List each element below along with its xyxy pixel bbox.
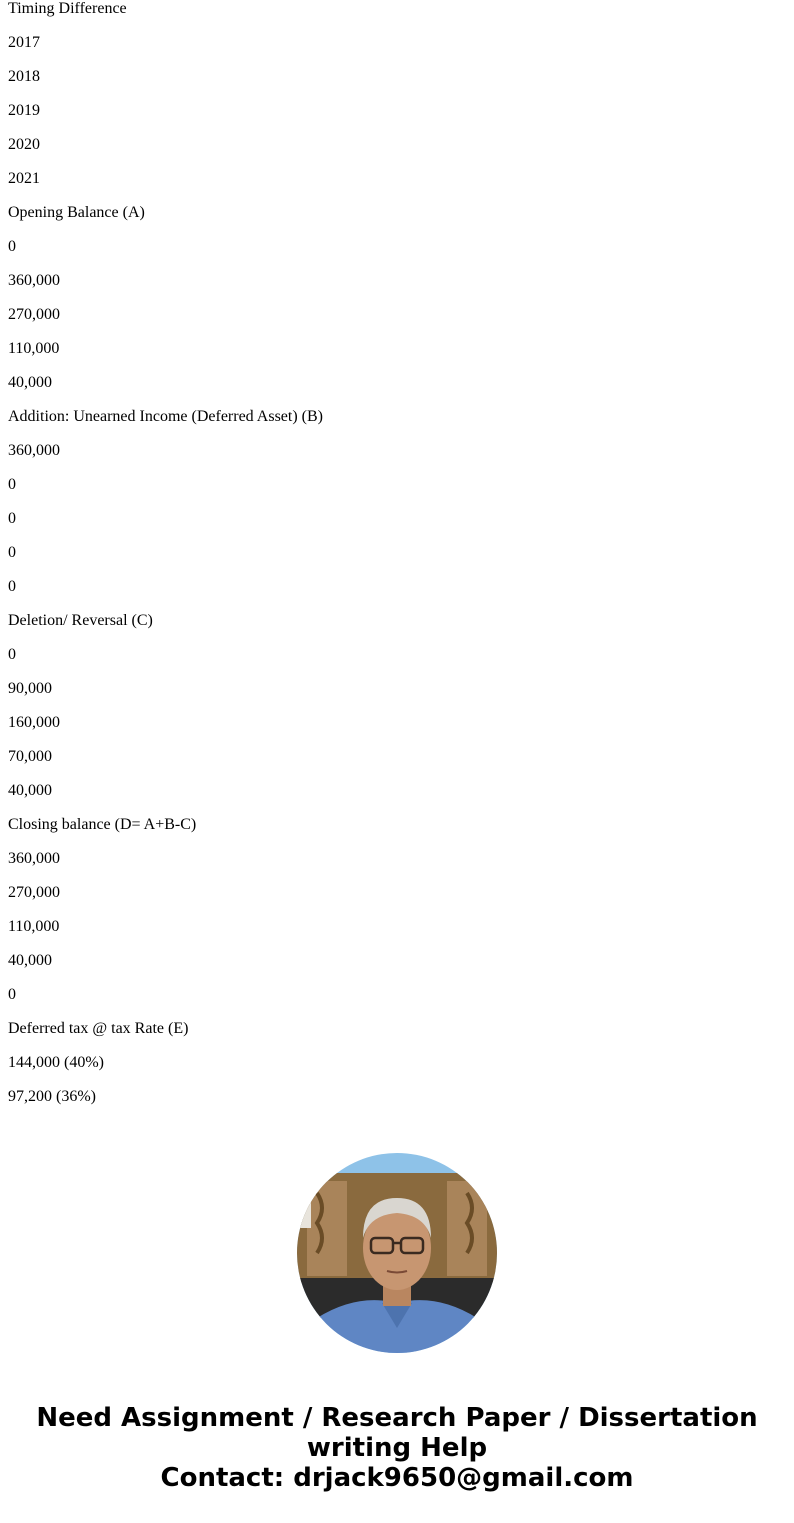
text-line: Closing balance (D= A+B-C) bbox=[8, 816, 197, 833]
promo-contact: Contact: drjack9650@gmail.com bbox=[160, 1463, 634, 1493]
text-line: 40,000 bbox=[8, 782, 52, 799]
text-line: Timing Difference bbox=[8, 0, 127, 17]
text-line: 0 bbox=[8, 578, 16, 595]
text-line: 40,000 bbox=[8, 952, 52, 969]
promo-subheadline: writing Help bbox=[306, 1433, 488, 1463]
text-line: 110,000 bbox=[8, 918, 60, 935]
text-line: 360,000 bbox=[8, 442, 60, 459]
text-line: 0 bbox=[8, 646, 16, 663]
author-avatar bbox=[297, 1153, 497, 1353]
text-line: 2020 bbox=[8, 136, 40, 153]
text-line: 270,000 bbox=[8, 306, 60, 323]
text-line: 70,000 bbox=[8, 748, 52, 765]
text-line: Deletion/ Reversal (C) bbox=[8, 612, 153, 629]
promo-banner bbox=[0, 1403, 794, 1493]
text-line: 270,000 bbox=[8, 884, 60, 901]
text-line: 90,000 bbox=[8, 680, 52, 697]
text-line: 0 bbox=[8, 986, 16, 1003]
text-line: 97,200 (36%) bbox=[8, 1088, 96, 1105]
text-line: 0 bbox=[8, 510, 16, 527]
text-line: 0 bbox=[8, 544, 16, 561]
text-line: 2018 bbox=[8, 68, 40, 85]
content-lines bbox=[8, 0, 323, 1122]
text-line: 0 bbox=[8, 238, 16, 255]
text-line: 110,000 bbox=[8, 340, 60, 357]
text-line: 360,000 bbox=[8, 272, 60, 289]
text-line: Addition: Unearned Income (Deferred Asset) (B) bbox=[8, 408, 323, 425]
text-line: 144,000 (40%) bbox=[8, 1054, 104, 1071]
text-line: Deferred tax @ tax Rate (E) bbox=[8, 1020, 189, 1037]
text-line: 40,000 bbox=[8, 374, 52, 391]
text-line: 2017 bbox=[8, 34, 40, 51]
text-line: 2021 bbox=[8, 170, 40, 187]
text-line: Opening Balance (A) bbox=[8, 204, 145, 221]
text-line: 0 bbox=[8, 476, 16, 493]
text-line: 2019 bbox=[8, 102, 40, 119]
text-line: 160,000 bbox=[8, 714, 60, 731]
promo-headline: Need Assignment / Research Paper / Dissertation bbox=[36, 1403, 758, 1433]
author-photo-icon bbox=[297, 1153, 497, 1353]
text-line: 360,000 bbox=[8, 850, 60, 867]
